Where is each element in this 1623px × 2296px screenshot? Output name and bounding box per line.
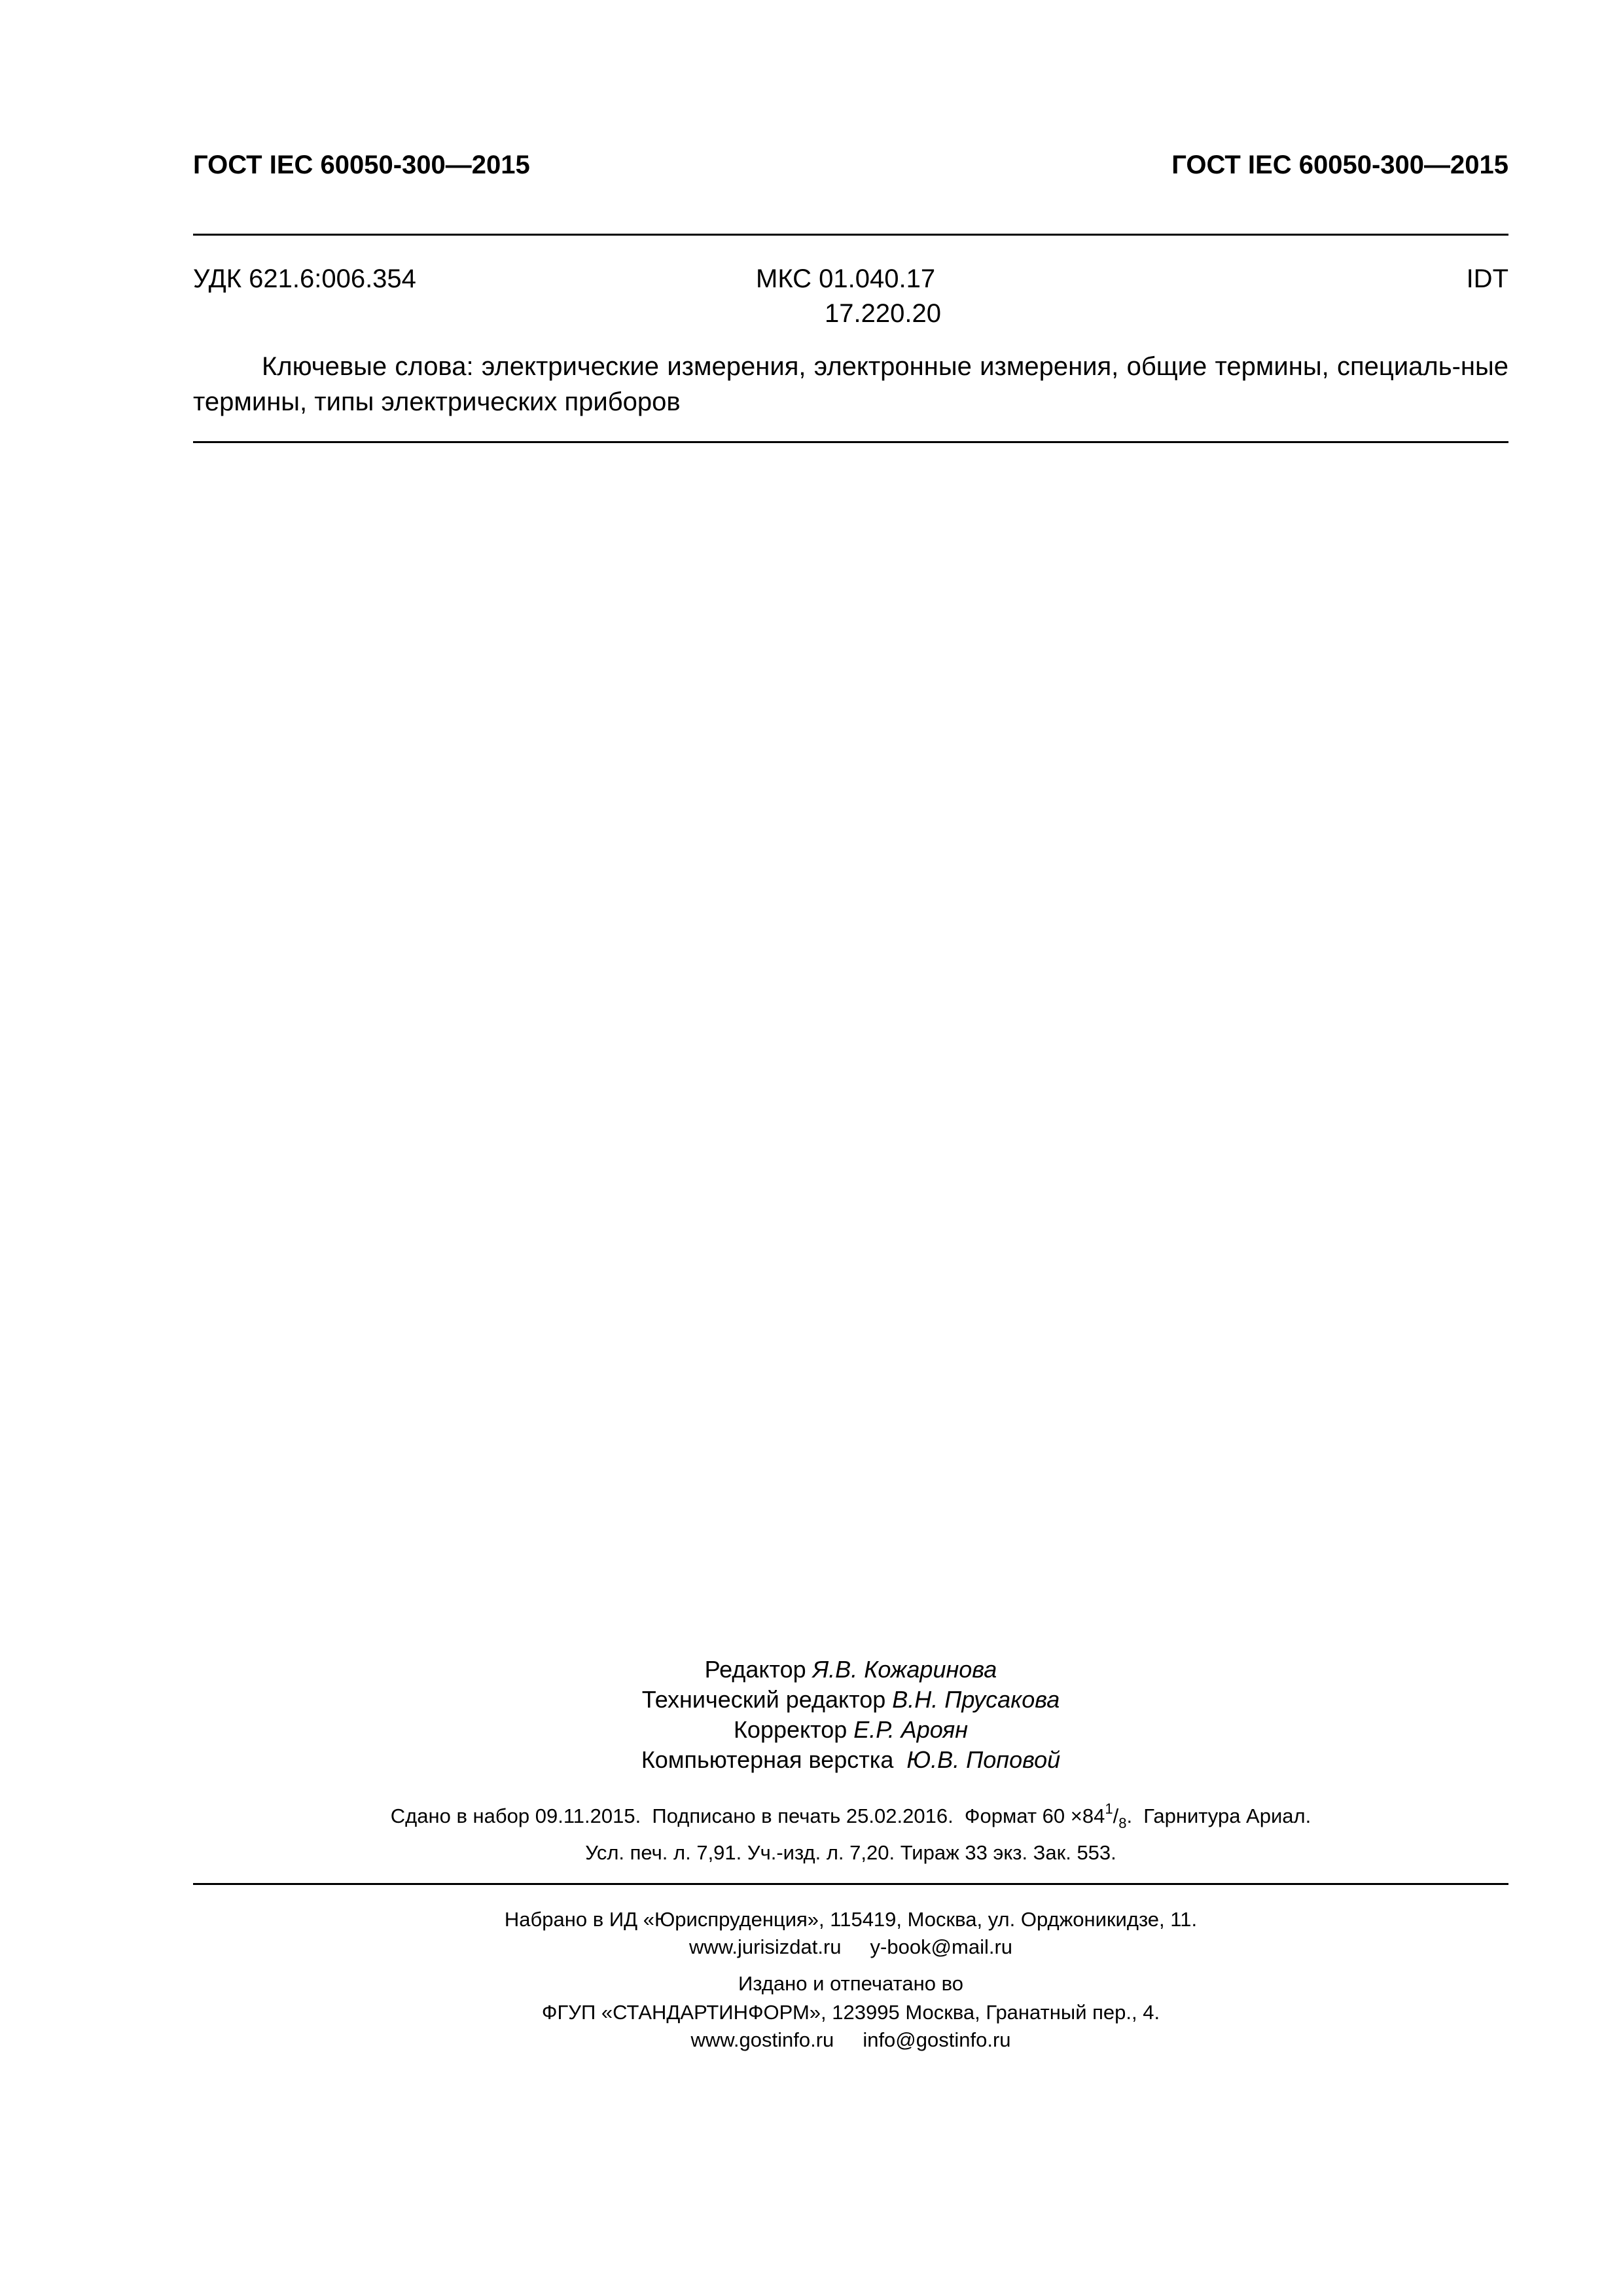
- top-divider: [193, 234, 1508, 236]
- publisher-line2: ФГУП «СТАНДАРТИНФОРМ», 123995 Москва, Гранатный пер., 4.: [541, 2001, 1160, 2024]
- print-info-line2: Усл. печ. л. 7,91. Уч.-изд. л. 7,20. Тираж 33 экз. Зак. 553.: [585, 1841, 1116, 1864]
- imprint-divider: [193, 1883, 1508, 1885]
- credit-tech-editor-role: Технический редактор: [641, 1686, 893, 1713]
- typeset-contacts: [193, 1932, 1508, 1962]
- keywords-paragraph: Ключевые слова: электрические измерения, электронные измерения, общие термины, специаль-ные термины, типы электрических приборов: [193, 352, 1508, 416]
- credit-editor: [193, 1655, 1508, 1685]
- credits-block: [193, 1655, 1508, 1775]
- keywords-divider: [193, 441, 1508, 443]
- typeset-line: Набрано в ИД «Юриспруденция», 115419, Москва, ул. Орджоникидзе, 11.: [504, 1908, 1198, 1931]
- print-info-line1-tail: . Гарнитура Ариал.: [1126, 1804, 1311, 1827]
- credit-layout: [193, 1745, 1508, 1775]
- print-info-line1-text: Сдано в набор 09.11.2015. Подписано в печать 25.02.2016. Формат 60 ×84: [390, 1804, 1105, 1827]
- format-fraction-numerator: 1: [1105, 1801, 1113, 1817]
- running-header-left: ГОСТ IEC 60050-300—2015: [193, 151, 530, 179]
- credit-corrector: [193, 1715, 1508, 1745]
- typeset-email: y-book@mail.ru: [870, 1935, 1013, 1958]
- mks-code-line2: 17.220.20: [825, 299, 941, 328]
- print-info-line1: [193, 1801, 1508, 1831]
- format-fraction-denominator: 8: [1118, 1815, 1127, 1831]
- credit-editor-name: Я.В. Кожаринова: [812, 1656, 997, 1683]
- credit-tech-editor: [193, 1685, 1508, 1715]
- credit-corrector-name: Е.Р. Ароян: [853, 1716, 969, 1743]
- typeset-website: www.jurisizdat.ru: [688, 1935, 842, 1958]
- credit-layout-role: Компьютерная верстка: [641, 1746, 907, 1773]
- running-header-right: ГОСТ IEC 60050-300—2015: [1171, 151, 1508, 179]
- credit-editor-role: Редактор: [704, 1656, 813, 1683]
- credit-layout-name: Ю.В. Поповой: [906, 1746, 1061, 1773]
- publisher-website: www.gostinfo.ru: [690, 2028, 834, 2051]
- equivalence-degree: IDT: [1466, 264, 1508, 293]
- udk-code: УДК 621.6:006.354: [193, 264, 416, 293]
- publisher-email: info@gostinfo.ru: [863, 2028, 1011, 2051]
- credit-tech-editor-name: В.Н. Прусакова: [892, 1686, 1060, 1713]
- credit-corrector-role: Корректор: [733, 1716, 854, 1743]
- publisher-contacts: [193, 2025, 1508, 2054]
- publisher-line1: Издано и отпечатано во: [738, 1972, 963, 1995]
- mks-code-line1: МКС 01.040.17: [756, 264, 936, 293]
- format-fraction-slash: /: [1113, 1804, 1119, 1827]
